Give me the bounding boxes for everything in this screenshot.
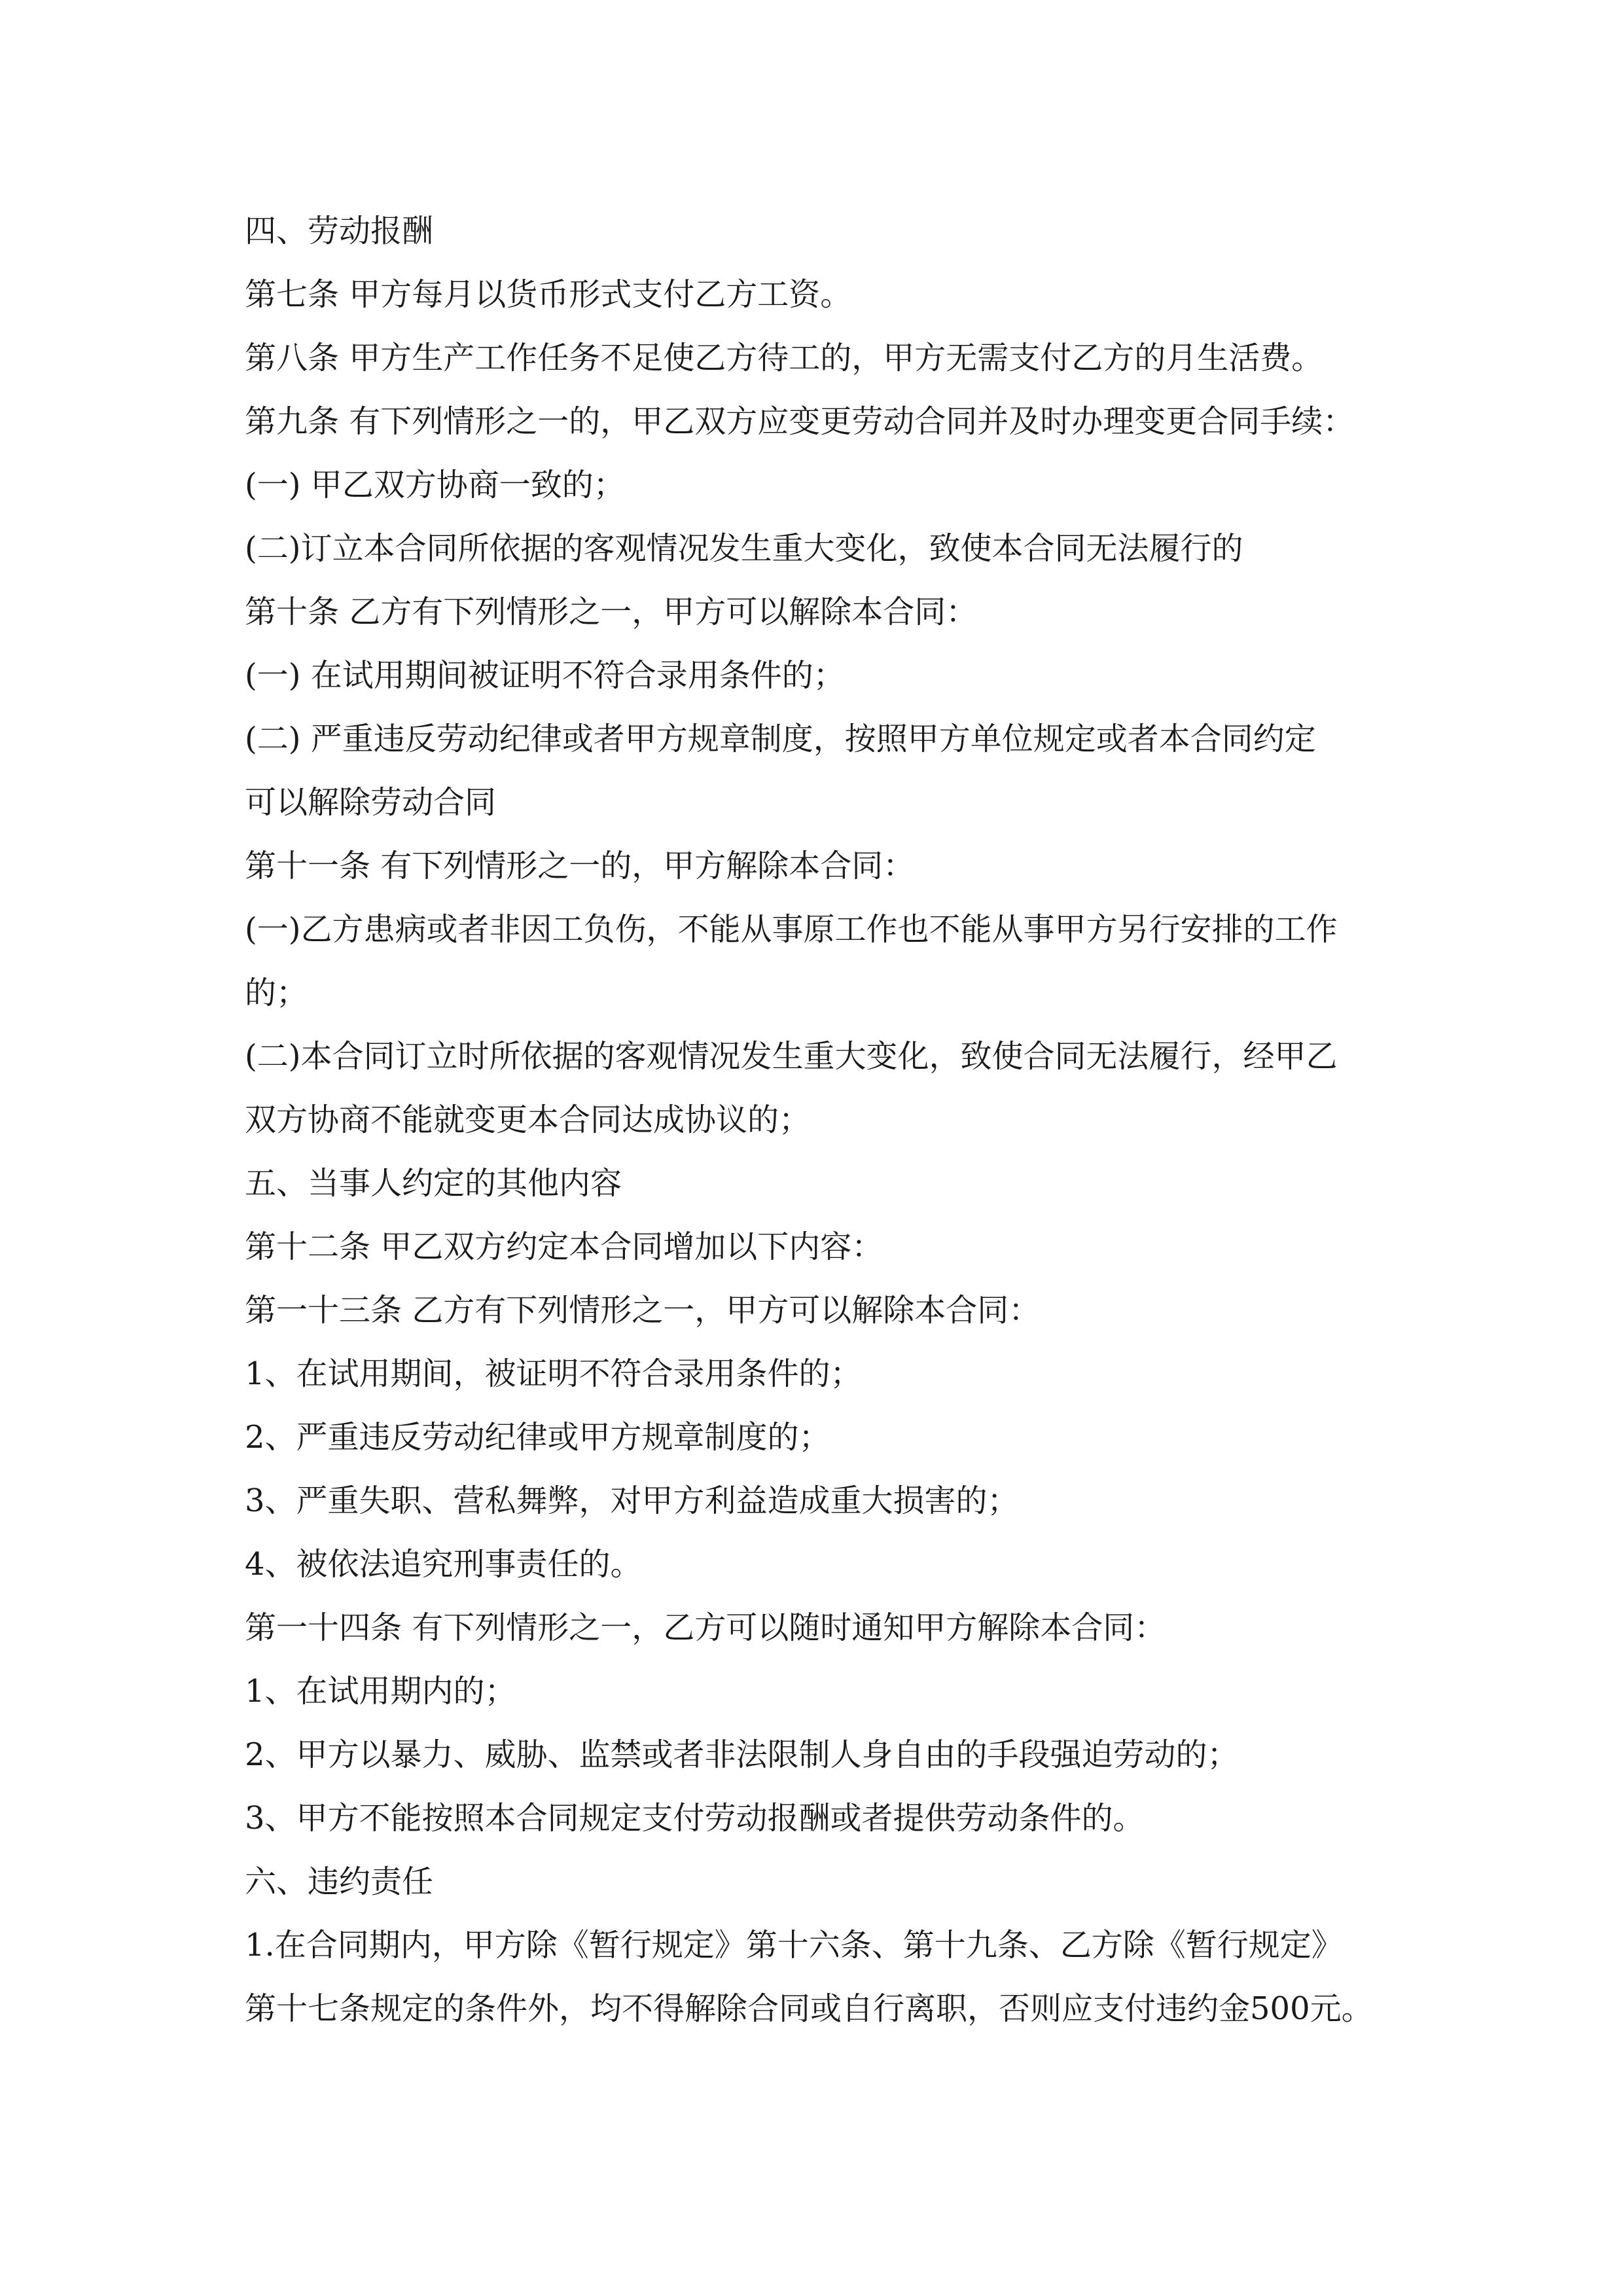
article-13-item-4: 4、被依法追究刑事责任的。 bbox=[245, 1546, 642, 1583]
section-heading-5: 五、当事人约定的其他内容 bbox=[245, 1165, 622, 1202]
article-14: 第一十四条 有下列情形之一，乙方可以随时通知甲方解除本合同： bbox=[245, 1609, 1166, 1646]
article-14-item-3: 3、甲方不能按照本合同规定支付劳动报酬或者提供劳动条件的。 bbox=[245, 1800, 1145, 1837]
article-10-item-1: (一) 在试用期间被证明不符合录用条件的； bbox=[245, 657, 845, 694]
article-13-item-2: 2、严重违反劳动纪律或甲方规章制度的； bbox=[245, 1419, 830, 1456]
article-11-item-2: (二)本合同订立时所依据的客观情况发生重大变化，致使合同无法履行，经甲乙 bbox=[245, 1038, 1338, 1075]
liability-clause-1: 1.在合同期内，甲方除《暂行规定》第十六条、第十九条、乙方除《暂行规定》 bbox=[245, 1927, 1343, 1964]
article-13-item-3: 3、严重失职、营私舞弊，对甲方利益造成重大损害的； bbox=[245, 1482, 1019, 1519]
article-14-item-2: 2、甲方以暴力、威胁、监禁或者非法限制人身自由的手段强迫劳动的； bbox=[245, 1736, 1239, 1773]
article-14-item-1: 1、在试用期内的； bbox=[245, 1673, 516, 1710]
article-10: 第十条 乙方有下列情形之一，甲方可以解除本合同： bbox=[245, 594, 978, 630]
article-13-item-1: 1、在试用期间，被证明不符合录用条件的； bbox=[245, 1355, 862, 1392]
article-11-item-2-cont: 双方协商不能就变更本合同达成协议的； bbox=[245, 1102, 811, 1138]
article-10-item-2: (二) 严重违反劳动纪律或者甲方规章制度，按照甲方单位规定或者本合同约定 bbox=[245, 721, 1316, 757]
article-11-item-1: (一)乙方患病或者非因工负伤，不能从事原工作也不能从事甲方另行安排的工作 bbox=[245, 911, 1338, 948]
article-9: 第九条 有下列情形之一的，甲乙双方应变更劳动合同并及时办理变更合同手续： bbox=[245, 403, 1355, 440]
article-9-item-1: (一) 甲乙双方协商一致的； bbox=[245, 467, 625, 503]
article-11-item-1-cont: 的； bbox=[245, 975, 308, 1011]
article-10-item-2-cont: 可以解除劳动合同 bbox=[245, 784, 497, 821]
article-9-item-2: (二)订立本合同所依据的客观情况发生重大变化，致使本合同无法履行的 bbox=[245, 530, 1243, 567]
article-8: 第八条 甲方生产工作任务不足使乙方待工的，甲方无需支付乙方的月生活费。 bbox=[245, 340, 1323, 376]
article-7: 第七条 甲方每月以货币形式支付乙方工资。 bbox=[245, 276, 852, 313]
article-11: 第十一条 有下列情形之一的，甲方解除本合同： bbox=[245, 848, 915, 884]
section-heading-6: 六、违约责任 bbox=[245, 1863, 434, 1900]
liability-clause-1-cont: 第十七条规定的条件外，均不得解除合同或自行离职，否则应支付违约金500元。 bbox=[245, 1990, 1373, 2027]
article-13: 第一十三条 乙方有下列情形之一，甲方可以解除本合同： bbox=[245, 1292, 1041, 1329]
section-heading-4: 四、劳动报酬 bbox=[245, 213, 434, 249]
article-12: 第十二条 甲乙双方约定本合同增加以下内容： bbox=[245, 1229, 883, 1265]
document-body bbox=[245, 200, 1387, 2041]
